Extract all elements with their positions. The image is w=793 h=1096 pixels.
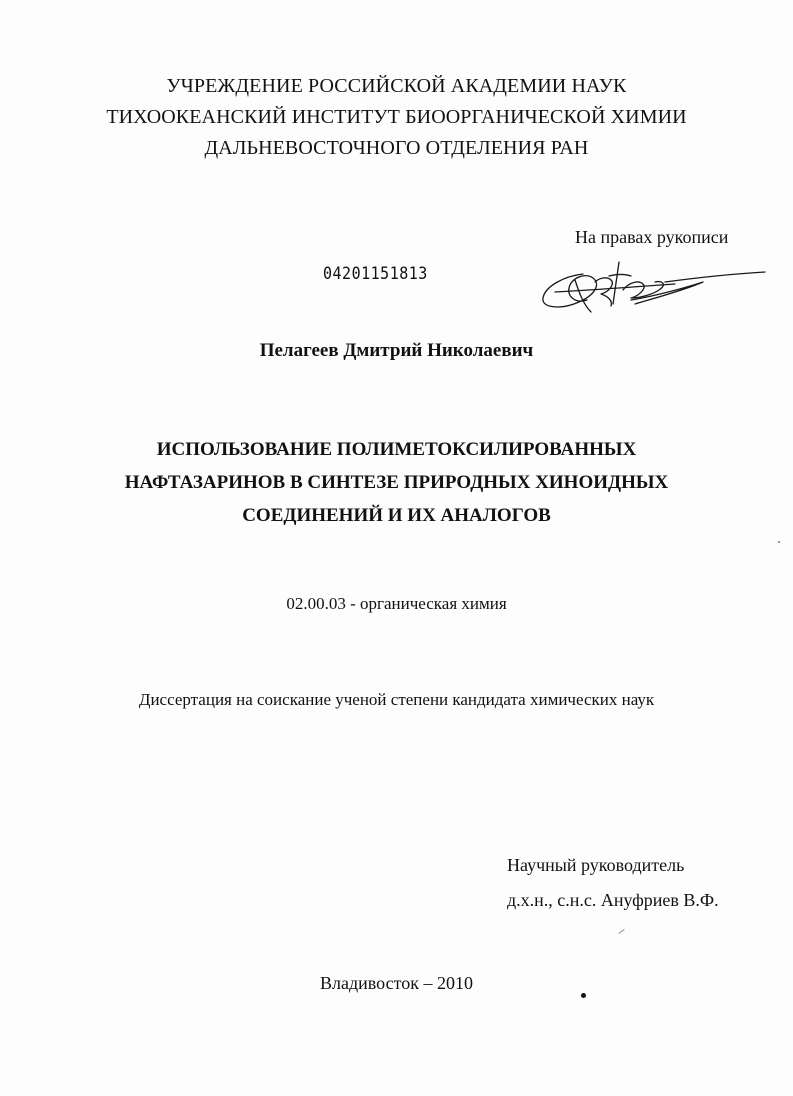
- title-line-2: НАФТАЗАРИНОВ В СИНТЕЗЕ ПРИРОДНЫХ ХИНОИДНЫХ: [124, 472, 669, 493]
- scan-speck: [778, 541, 780, 543]
- place-and-year: Владивосток – 2010: [320, 973, 473, 993]
- title-line-1: ИСПОЛЬЗОВАНИЕ ПОЛИМЕТОКСИЛИРОВАННЫХ: [156, 439, 637, 460]
- registration-number-stamp: 04201151813: [323, 263, 428, 284]
- title-line-3: СОЕДИНЕНИЙ И ИХ АНАЛОГОВ: [242, 505, 551, 526]
- pen-mark: [618, 929, 624, 934]
- institution-line-1: УЧРЕЖДЕНИЕ РОССИЙСКОЙ АКАДЕМИИ НАУК: [166, 75, 627, 97]
- signature-icon: [535, 252, 770, 322]
- dissertation-title: [0, 433, 793, 532]
- institution-line-2: ТИХООКЕАНСКИЙ ИНСТИТУТ БИООРГАНИЧЕСКОЙ ХИМИИ: [106, 106, 687, 128]
- specialty-code: 02.00.03 - органическая химия: [286, 594, 507, 613]
- supervisor-label: Научный руководитель: [507, 855, 685, 875]
- institution-header: [0, 71, 793, 164]
- ink-dot: [581, 993, 586, 998]
- author-name: Пелагеев Дмитрий Николаевич: [259, 340, 534, 361]
- institution-line-3: ДАЛЬНЕВОСТОЧНОГО ОТДЕЛЕНИЯ РАН: [204, 137, 589, 159]
- manuscript-rights-note: На правах рукописи: [575, 227, 729, 247]
- supervisor-name: д.х.н., с.н.с. Ануфриев В.Ф.: [507, 890, 719, 910]
- degree-statement: Диссертация на соискание ученой степени кандидата химических наук: [138, 690, 655, 709]
- supervisor-block: [507, 848, 719, 918]
